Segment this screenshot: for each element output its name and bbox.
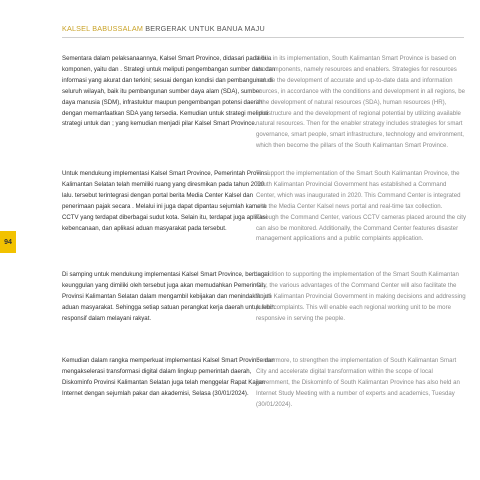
paragraph-text: Kemudian dalam rangka memperkuat implementasi Kalsel Smart Province dan mengakselerasi transformasi digital dalam lingkup pemerintah daerah, Diskominfo Provinsi Kalimantan Selatan juga telah menggelar Rapat Kajian Internet dengan sejumlah pakar dan akademisi, Selasa (30/01/2024).: [62, 357, 275, 397]
paragraph-text: Furthermore, to strengthen the implementation of South Kalimantan Smart City and accelerate digital transformation within the scope of local government, the Diskominfo of South Kalimantan Province has also held an Internet Study Meeting with a number of experts and academics, Tuesday (30/01/2024).: [256, 357, 460, 408]
paragraph-text: Sementara dalam pelaksanaannya, Kalsel Smart Province, didasari pada dua komponen, yaitu dan . Strategi untuk meliputi pengembangan sumber data dan informasi yang akurat dan terkini; sesuai dengan kondisi dan pembangunan di seluruh wilayah, baik itu pembangunan sumber daya alam (SDA), sumber daya manusia (SDM), infrastuktur maupun pengembangan potensi daerah dengan memanfaatkan SDA yang tersedia. Kemudian untuk strategi meliputi strategi untuk dan ; yang kemudian menjadi pilar Kalsel Smart Province.: [62, 55, 276, 128]
paragraph-text: Di samping untuk mendukung implementasi Kalsel Smart Province, berbagai keunggulan yang dimiliki oleh tersebut juga akan memudahkan Pemerintah Provinsi Kalimantan Selatan dalam mengambil kebijakan dan menindaklanjuti aduan masyarakat. Sehingga setiap satuan perangkat kerja daerah untuk lebih responsif dalam melayani rakyat.: [62, 271, 275, 322]
paragraph-text: In addition to supporting the implementation of the Smart South Kalimantan City, the various advantages of the Command Center will also facilitate the South Kalimantan Provincial Government in making decisions and addressing public complaints. This will enable each regional working unit to be more responsive in serving the people.: [256, 271, 466, 322]
paragraph-id-4: [62, 356, 276, 400]
paragraph-text: Untuk mendukung implementasi Kalsel Smart Province, Pemerintah Provinsi Kalimantan Selatan telah memiliki ruang yang diresmikan pada tahun 2020 lalu. tersebut terintegrasi dengan portal berita Media Center Kalsel dan penerimaan pajak secara . Melalui ini juga dapat dipantau sejumlah kamera CCTV yang terdapat diberbagai sudut kota. Selain itu, terdapat juga aplikasi kebencanaan, dan aplikasi aduan masyarakat pada tersebut.: [62, 170, 269, 232]
header-divider: [62, 37, 464, 38]
paragraph-en-2: [256, 169, 466, 245]
paragraph-text: While in its implementation, South Kalimantan Smart Province is based on two components, namely resources and enablers. Strategies for resources include the development of accurate and up-to-date data and information sources, in accordance with the conditions and development in all regions, be it the development of natural resources (SDA), human resources (HR), infrastructure and the development of regional potential by utilizing available natural resources. Then for the enabler strategy includes strategies for smart governance, smart people, smart infrastructure, technology and environment, which then become the pillars of the South Kalimantan Smart Province.: [256, 55, 466, 150]
header-brand: KALSEL BABUSSALAM: [62, 24, 144, 33]
paragraph-text: To support the implementation of the Smart South Kalimantan Province, the South Kalimantan Provincial Government has established a Command Center, which was inaugurated in 2020. This Command Center is integrated with the Media Center Kalsel news portal and real-time tax collection. Through the Command Center, various CCTV cameras placed around the city can also be monitored. Additionally, the Command Center features disaster management applications and a public complaints application.: [256, 170, 466, 243]
paragraph-id-3: [62, 270, 276, 325]
paragraph-en-3: [256, 270, 466, 325]
header-title: BERGERAK UNTUK BANUA MAJU: [143, 24, 265, 33]
paragraph-en-4: [256, 356, 466, 411]
paragraph-id-1: [62, 54, 276, 130]
page-number: 94: [4, 238, 12, 246]
paragraph-en-1: [256, 54, 466, 152]
page-number-tab: [0, 231, 16, 253]
paragraph-id-2: [62, 169, 276, 234]
running-header: [62, 24, 460, 33]
